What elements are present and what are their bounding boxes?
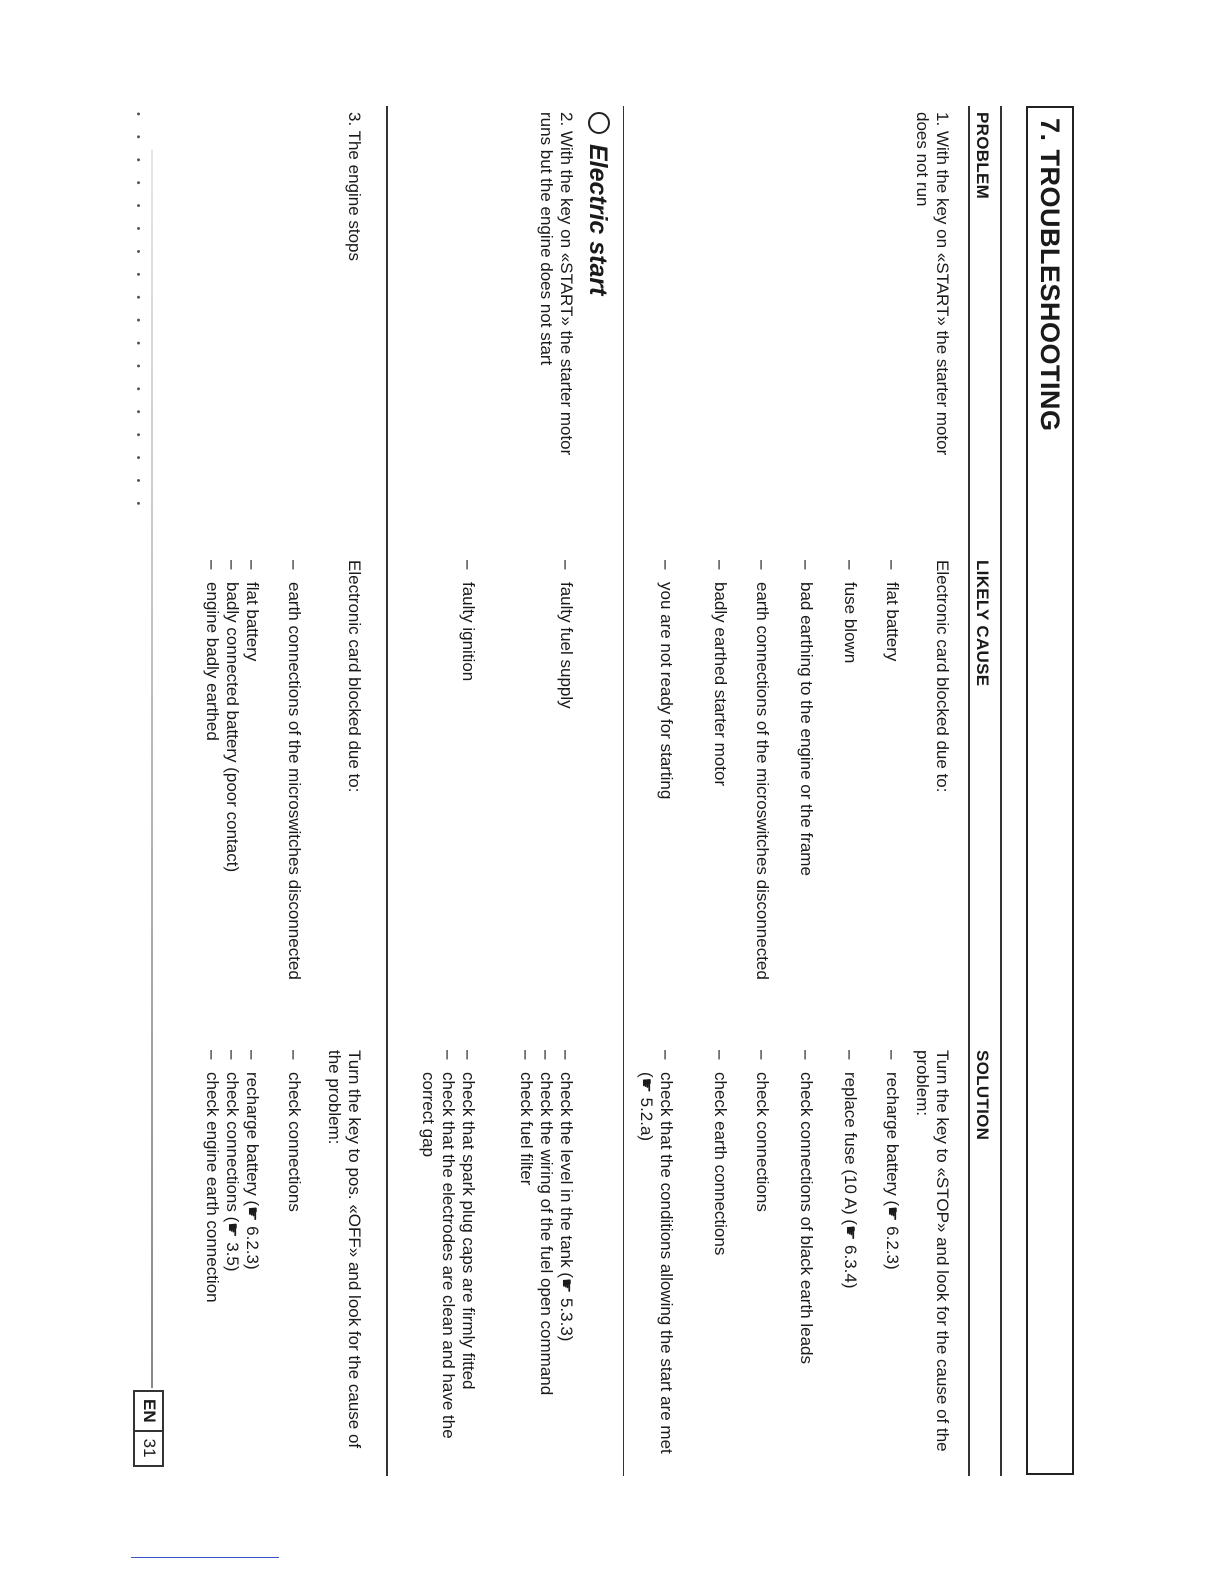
solution-2-item: – check that spark plug caps are firmly fitted (459, 1050, 478, 1390)
footer-link-line (131, 1557, 279, 1558)
section-electric-start: Electric start (583, 112, 612, 295)
cause-2-item: – faulty ignition (459, 560, 478, 682)
language-code: EN (140, 1399, 159, 1423)
solution-1-item: – replace fuse (10 A) (☛ 6.3.4) (841, 1050, 860, 1289)
cause-1-intro: Electronic card blocked due to: (933, 560, 952, 793)
row-1-rule (623, 106, 624, 1476)
row-2-rule (386, 106, 388, 1476)
cause-1-item: – earth connections of the microswitches disconnected (753, 560, 772, 980)
section-dots-top: • • • • • • • • • • • • • • • • • • (132, 112, 144, 514)
solution-2-item: – check the level in the tank (☛ 5.3.3) (557, 1050, 576, 1342)
header-bottom-rule (968, 106, 970, 1476)
cause-1-item: – you are not ready for starting (657, 560, 676, 800)
cause-2-item: – faulty fuel supply (557, 560, 576, 709)
solution-3-intro: Turn the key to pos. «OFF» and look for the cause of the problem: (325, 1050, 364, 1449)
page-title: 7. TROUBLESHOOTING (1035, 118, 1065, 432)
problem-1: 1. With the key on «START» the starter motor does not run (913, 112, 952, 456)
solution-1-item: – check connections of black earth leads (797, 1050, 816, 1365)
header-top-rule (1000, 106, 1002, 1476)
page-number: 31 (135, 1430, 162, 1465)
page-number-box (133, 1390, 164, 1467)
cause-3-item: – flat battery (243, 560, 262, 662)
solution-2-item: – check that the electrodes are clean and have the correct gap (419, 1050, 458, 1439)
problem-2: 2. With the key on «START» the starter motor runs but the engine does not start (537, 112, 576, 456)
footer-bar (151, 150, 153, 1388)
solution-3-item: – check engine earth connection (203, 1050, 222, 1303)
key-icon (588, 112, 610, 134)
solution-1-item: – check connections (753, 1050, 772, 1212)
problem-3: 3. The engine stops (345, 112, 364, 262)
solution-1-intro: Turn the key to «STOP» and look for the cause of the problem: (913, 1050, 952, 1452)
solution-3-item: – check connections (285, 1050, 304, 1212)
solution-1-item: – check that the conditions allowing the start are met (☛ 5.2.a) (637, 1050, 676, 1454)
solution-2-item: – check the wiring of the fuel open command (537, 1050, 556, 1396)
cause-1-item: – fuse blown (841, 560, 860, 664)
solution-3-item: – recharge battery (☛ 6.2.3) (243, 1050, 262, 1270)
cause-3-item: – engine badly earthed (203, 560, 222, 741)
header-solution: SOLUTION (973, 1050, 992, 1141)
cause-1-item: – bad earthing to the engine or the frame (797, 560, 816, 876)
solution-3-item: – check connections (☛ 3.5) (223, 1050, 242, 1272)
header-problem: PROBLEM (973, 112, 992, 200)
solution-1-item: – recharge battery (☛ 6.2.3) (883, 1050, 902, 1270)
cause-1-item: – flat battery (883, 560, 902, 662)
cause-3-item: – badly connected battery (poor contact) (223, 560, 242, 873)
solution-1-item: – check earth connections (711, 1050, 730, 1256)
cause-3-intro: Electronic card blocked due to: (345, 560, 364, 793)
solution-2-item: – check fuel filter (517, 1050, 536, 1186)
cause-3-item: – earth connections of the microswitches disconnected (285, 560, 304, 980)
cause-1-item: – badly earthed starter motor (711, 560, 730, 787)
header-cause: LIKELY CAUSE (973, 560, 992, 687)
